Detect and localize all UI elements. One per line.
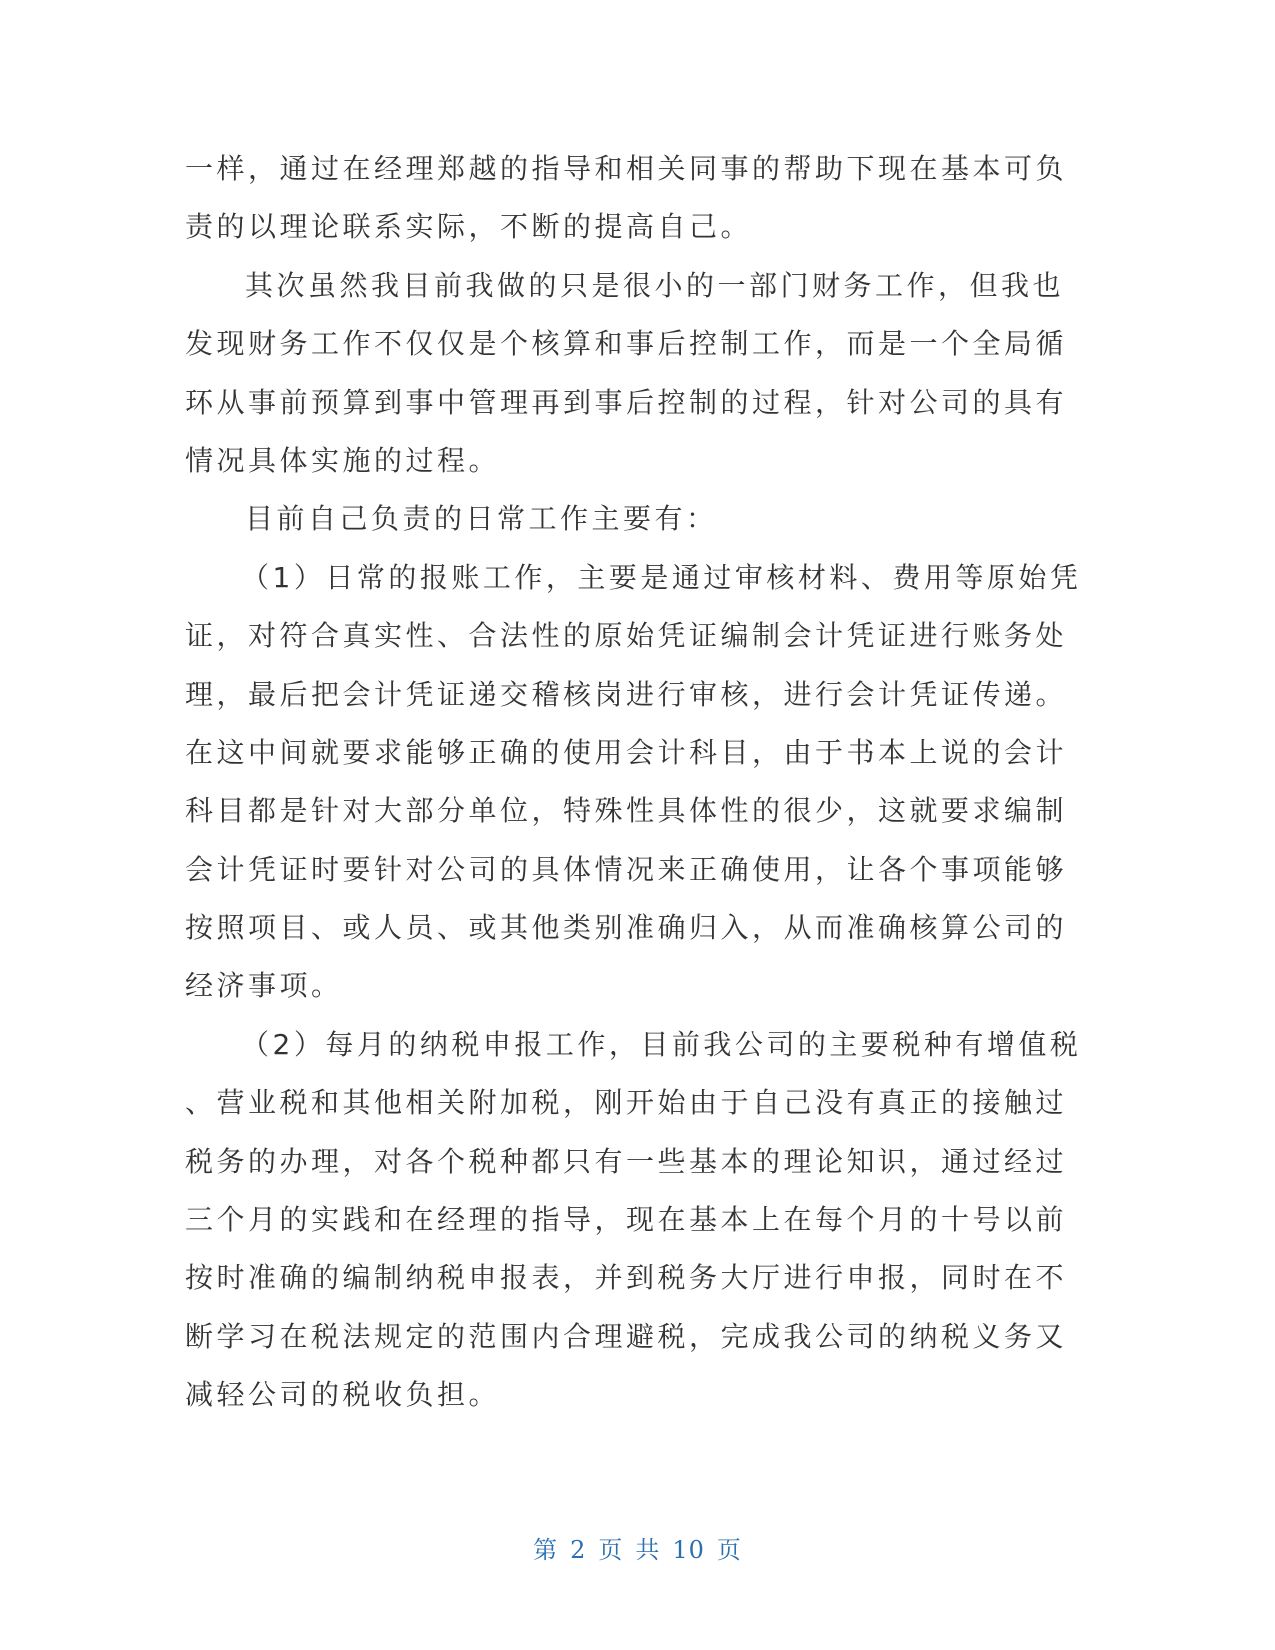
text-line: 三个月的实践和在经理的指导，现在基本上在每个月的十号以前 [185, 1203, 1068, 1237]
paragraph-first-line: 其次虽然我目前我做的只是很小的一部门财务工作，但我也 [245, 268, 1065, 302]
total-label: 页 [716, 1536, 742, 1564]
page-number: 2 [570, 1536, 587, 1564]
text-line: 在这中间就要求能够正确的使用会计科目，由于书本上说的会计 [185, 735, 1068, 769]
text-line: 理，最后把会计凭证递交稽核岗进行审核，进行会计凭证传递。 [185, 677, 1068, 711]
text-line: 环从事前预算到事中管理再到事后控制的过程，针对公司的具有 [185, 385, 1068, 419]
document-body [185, 140, 1082, 1425]
text-line: 一样，通过在经理郑越的指导和相关同事的帮助下现在基本可负 [185, 152, 1068, 185]
page-prefix: 第 [533, 1536, 559, 1564]
total-pages: 10 [672, 1536, 705, 1564]
paragraph-first-line: 目前自己负责的日常工作主要有： [245, 502, 718, 536]
text-line: 科目都是针对大部分单位，特殊性具体性的很少，这就要求编制 [185, 794, 1068, 828]
text-line: 、营业税和其他相关附加税，刚开始由于自己没有真正的接触过 [185, 1086, 1068, 1120]
page-footer [0, 1530, 1275, 1565]
total-prefix: 共 [635, 1536, 661, 1564]
list-item-first-line: （2）每月的纳税申报工作，目前我公司的主要税种有增值税 [241, 1027, 1082, 1061]
text-line: 经济事项。 [185, 969, 343, 1003]
text-line: 税务的办理，对各个税种都只有一些基本的理论知识，通过经过 [185, 1144, 1068, 1178]
page-label: 页 [598, 1536, 624, 1564]
text-line: 按照项目、或人员、或其他类别准确归入，从而准确核算公司的 [185, 911, 1068, 945]
text-line: 按时准确的编制纳税申报表，并到税务大厅进行申报，同时在不 [185, 1261, 1068, 1295]
text-line: 情况具体实施的过程。 [185, 443, 501, 477]
text-line: 证，对符合真实性、合法性的原始凭证编制会计凭证进行账务处 [185, 619, 1068, 653]
text-line: 断学习在税法规定的范围内合理避税，完成我公司的纳税义务又 [185, 1319, 1068, 1353]
text-line: 发现财务工作不仅仅是个核算和事后控制工作，而是一个全局循 [185, 327, 1068, 361]
text-line: 责的以理论联系实际，不断的提高自己。 [185, 210, 753, 244]
text-line: 会计凭证时要针对公司的具体情况来正确使用，让各个事项能够 [185, 852, 1068, 886]
list-item-first-line: （1）日常的报账工作，主要是通过审核材料、费用等原始凭 [241, 560, 1082, 594]
text-line: 减轻公司的税收负担。 [185, 1378, 501, 1412]
